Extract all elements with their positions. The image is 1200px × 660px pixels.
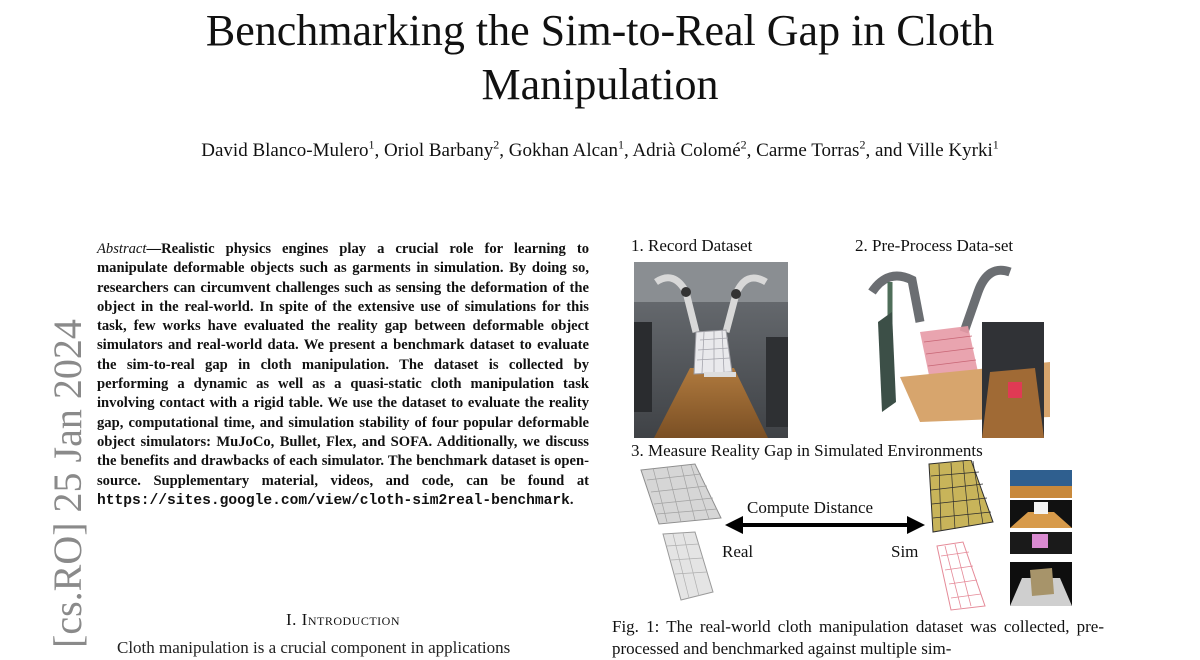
real-cloth-mesh [637, 462, 727, 612]
author-separator: , and [865, 140, 907, 161]
section-number: I. [286, 610, 297, 629]
simulator-thumbnails [1010, 470, 1072, 618]
sim-cloth-mesh [923, 460, 997, 612]
figure-label-record: 1. Record Dataset [631, 236, 753, 255]
author-separator: , [374, 140, 385, 161]
real-label: Real [722, 542, 754, 561]
section-heading [97, 610, 589, 630]
author-separator: , [499, 140, 509, 161]
author-affiliation: 2 [740, 137, 747, 152]
author-name: Carme Torras [756, 140, 860, 161]
intro-first-line: Cloth manipulation is a crucial component in applications [117, 638, 511, 657]
figure-label-measure: 3. Measure Reality Gap in Simulated Environments [631, 441, 983, 460]
author-affiliation: 2 [493, 137, 500, 152]
author-name: David Blanco-Mulero [201, 140, 369, 161]
figure-1 [605, 230, 1105, 620]
author-name: Gokhan Alcan [508, 140, 618, 161]
abstract-dash: — [146, 241, 162, 257]
figure-label-preprocess: 2. Pre-Process Data-set [855, 236, 1014, 255]
abstract [97, 240, 589, 511]
author-affiliation: 1 [368, 137, 375, 152]
author-name: Ville Kyrki [906, 140, 993, 161]
author-affiliation: 1 [992, 137, 999, 152]
author-name: Adrià Colomé [632, 140, 741, 161]
author-affiliation: 1 [618, 137, 624, 152]
record-dataset-photo [634, 262, 788, 438]
abstract-tail: . [569, 491, 574, 508]
abstract-lead: Abstract [97, 241, 147, 257]
author-affiliation: 2 [859, 137, 866, 152]
author-separator: , [624, 140, 633, 161]
arxiv-stamp: [cs.RO] 25 Jan 2024 [45, 319, 90, 648]
paper-title: Benchmarking the Sim-to-Real Gap in Cloth Manipulation [205, 6, 995, 109]
author-separator: , [746, 140, 757, 161]
author-name: Oriol Barbany [384, 140, 494, 161]
abstract-body: Realistic physics engines play a crucial role for learning to manipulate deformable objects such as garments in simulation. By doing so, researchers can circumvent challenges such as sensing the deformation of the object in the real-world. In spite of the extensive use of simulations for this task, few works have evaluated the reality gap between deformable object simulators and real-world data. We present a benchmark dataset to evaluate the sim-to-real gap in cloth manipulation. The dataset is collected by performing a dynamic as well as a quasi-static cloth manipulation task involving contact with a rigid table. We use the dataset to evaluate the reality gap, computational time, and simulation stability of four popular deformable object simulators: MuJoCo, Bullet, Flex, and SOFA. Additionally, we discuss the benefits and drawbacks of each simulator. The benchmark dataset is open-source. Supplementary material, videos, and code, can be found at [97, 241, 589, 489]
sim-label: Sim [891, 542, 919, 561]
section-name: Introduction [301, 610, 400, 629]
preprocess-pointcloud [860, 262, 1050, 438]
abstract-url[interactable]: https://sites.google.com/view/cloth-sim2real-benchmark [97, 492, 570, 509]
compute-distance-label: Compute Distance [747, 498, 874, 517]
figure-caption: Fig. 1: The real-world cloth manipulation dataset was collected, pre-processed and benchmarked against multiple sim- [612, 617, 1104, 658]
author-list [60, 137, 1140, 162]
